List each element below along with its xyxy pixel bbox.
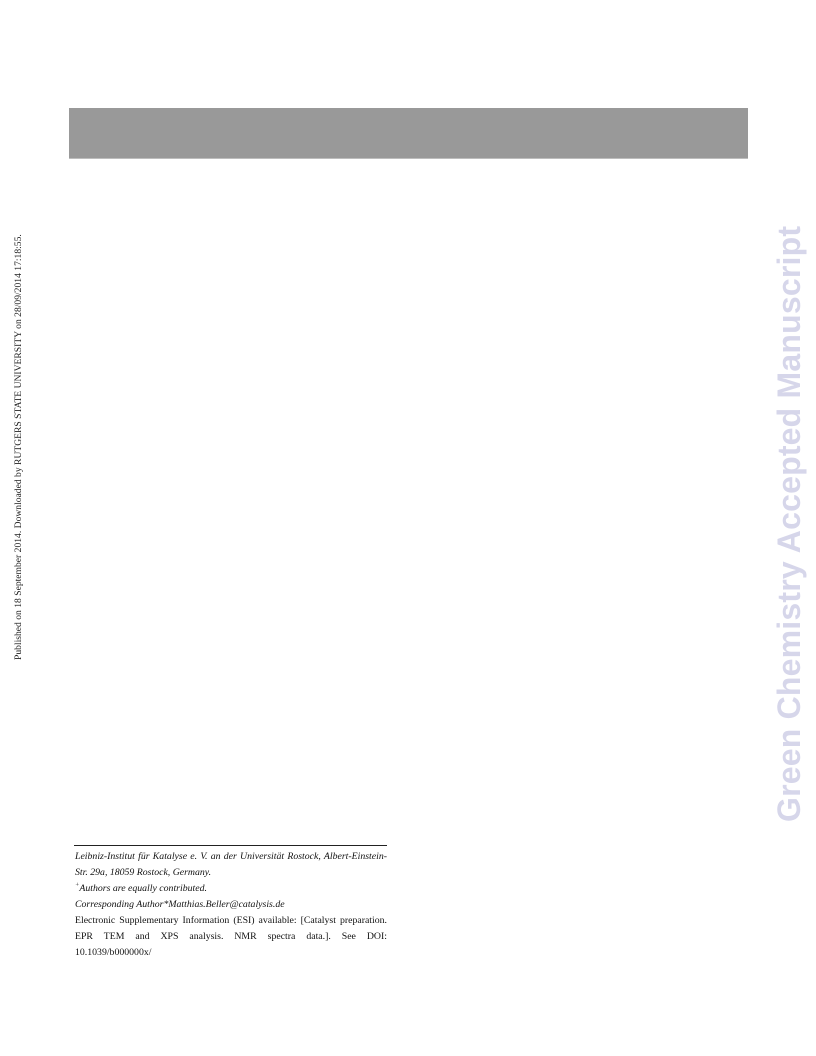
- equal-contribution-text: Authors are equally contributed.: [79, 883, 207, 894]
- publication-stamp: Published on 18 September 2014. Downloaded by RUTGERS STATE UNIVERSITY on 28/09/2014 17:18:55.: [13, 234, 24, 660]
- equal-contribution-marker: +: [75, 881, 80, 889]
- esi-note: Electronic Supplementary Information (ESI) available: [Catalyst preparation. EPR TEM and XPS analysis. NMR spectra data.]. See DOI: 10.1039/b000000x/: [75, 915, 387, 958]
- accepted-manuscript-watermark: Green Chemistry Accepted Manuscript: [771, 225, 807, 822]
- equal-contribution-note: [75, 881, 387, 897]
- affiliation-note: Leibniz-Institut für Katalyse e. V. an der Universität Rostock, Albert-Einstein-Str. 29a, 18059 Rostock, Germany.: [75, 851, 387, 878]
- corresponding-author-note: Corresponding Author*Matthias.Beller@catalysis.de: [75, 899, 285, 910]
- footnotes: [75, 849, 387, 961]
- journal-header-band: [69, 108, 748, 159]
- footnote-divider: [74, 845, 387, 846]
